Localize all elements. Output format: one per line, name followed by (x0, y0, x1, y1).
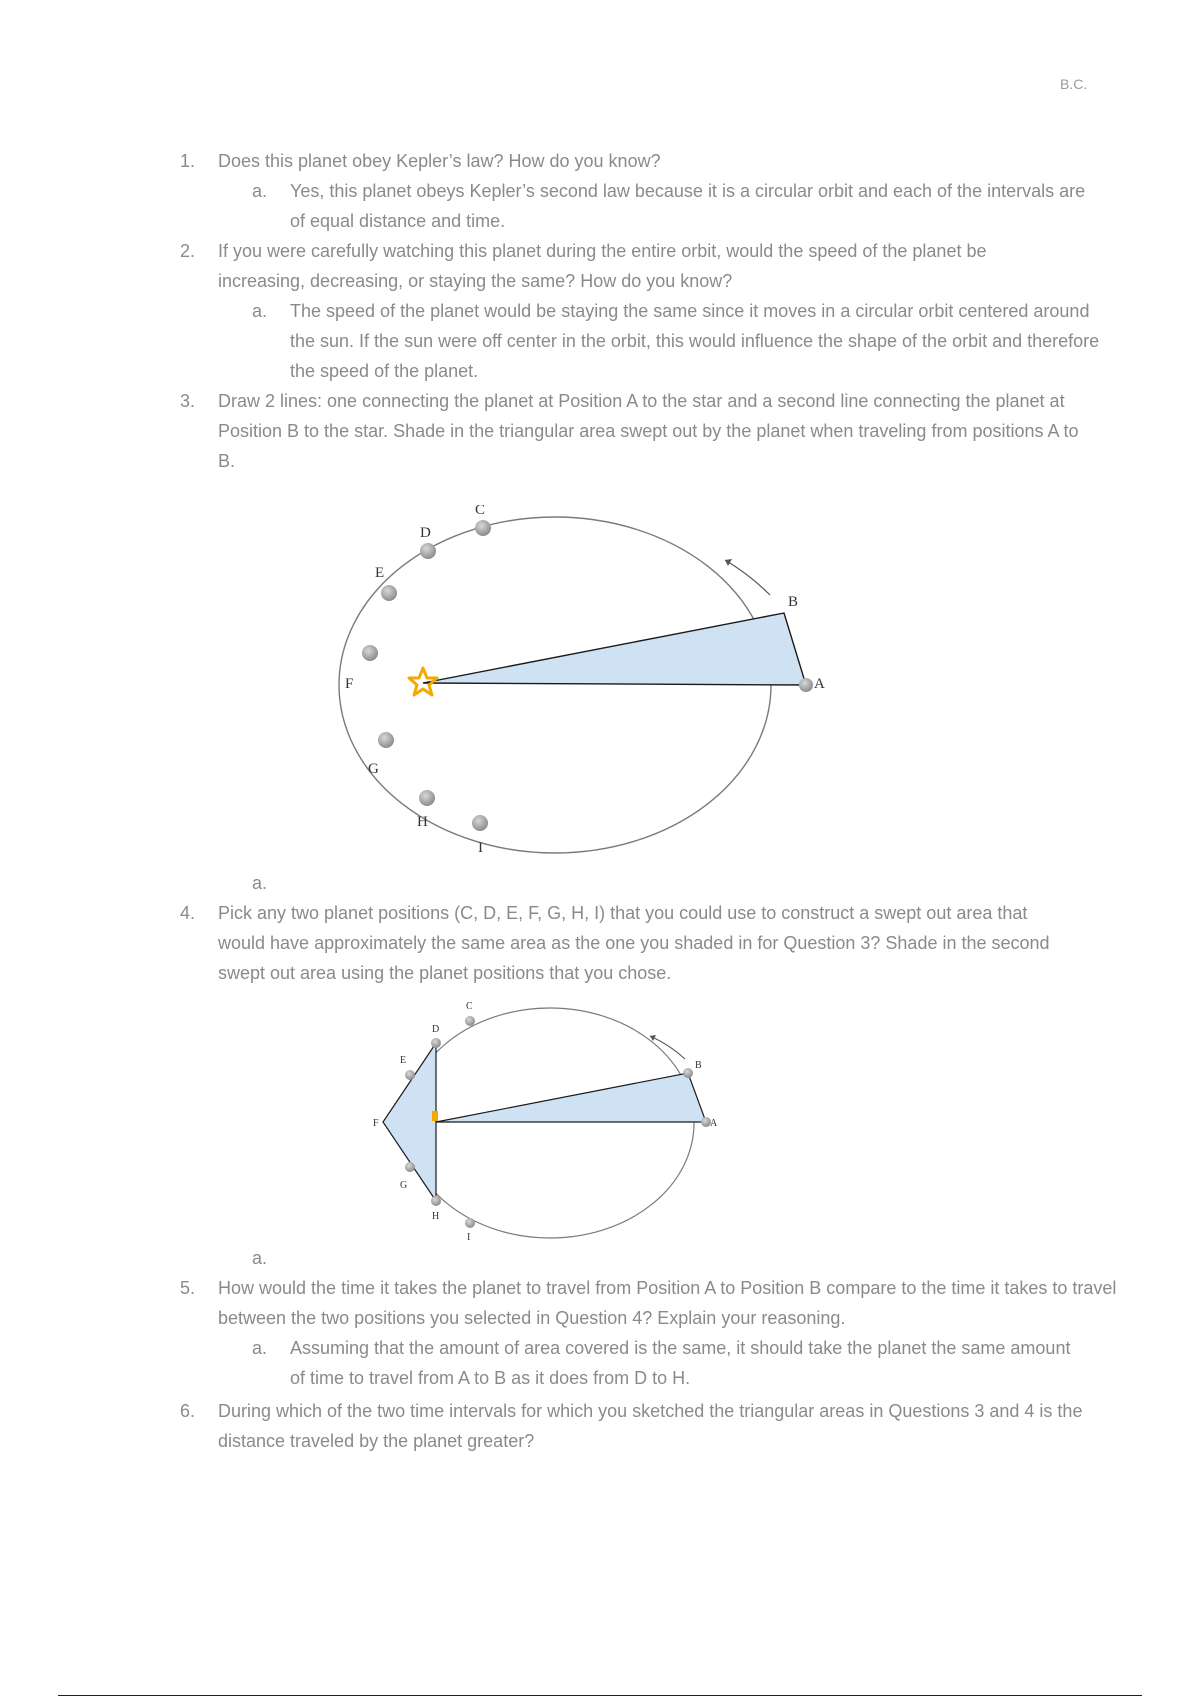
label-f: F (373, 1118, 379, 1129)
label-e: E (400, 1055, 407, 1066)
label-f: F (345, 676, 354, 692)
label-c: C (466, 1001, 473, 1012)
label-b: B (788, 594, 799, 610)
planet-h (431, 1196, 441, 1206)
planet-e (381, 585, 397, 601)
swept-area-a-b (436, 1073, 706, 1122)
footer-rule (58, 1695, 1142, 1696)
planet-d (420, 543, 436, 559)
planet-f (362, 645, 378, 661)
planet-g (378, 732, 394, 748)
label-e: E (375, 565, 385, 581)
answer-text: The speed of the planet would be staying the same since it moves in a circular orbit centered around the sun. If the sun were off center in the orbit, this would influence the shape of the orbit and therefore the speed of the planet. (290, 301, 1100, 381)
label-d: D (420, 525, 431, 541)
label-i: I (467, 1232, 471, 1243)
orbit-diagram-1 (300, 505, 860, 865)
label-h: H (432, 1211, 440, 1222)
question-number: 3. (180, 391, 196, 411)
question-text: Pick any two planet positions (C, D, E, F, G, H, I) that you could use to construct a swept out area that would have approximately the same area as the one you shaded in for Question 3? Shade in the second swept out area using the planet positions that you chose. (218, 903, 1050, 983)
planet-i (465, 1218, 475, 1228)
question-number: 5. (180, 1278, 196, 1298)
label-g: G (368, 761, 379, 777)
question-text: How would the time it takes the planet to travel from Position A to Position B compare to the time it takes to travel between the two positions you selected in Question 4? Explain your reasoning. (218, 1278, 1117, 1328)
label-d: D (432, 1024, 440, 1035)
swept-area-d-h (383, 1043, 436, 1201)
label-h: H (417, 814, 428, 830)
answer-letter: a. (252, 873, 268, 893)
question-text: Draw 2 lines: one connecting the planet at Position A to the star and a second line connecting the planet at Position B to the star. Shade in the triangular area swept out by the planet when traveling from positions A to B. (218, 391, 1079, 471)
question-number: 6. (180, 1401, 196, 1421)
planet-i (472, 815, 488, 831)
answer-letter: a. (252, 1248, 268, 1268)
orbit-diagram-2 (360, 995, 740, 1245)
planet-e (405, 1070, 415, 1080)
question-number: 4. (180, 903, 196, 923)
star-icon (432, 1111, 438, 1121)
question-text: Does this planet obey Kepler’s law? How do you know? (218, 151, 661, 171)
question-text: If you were carefully watching this planet during the entire orbit, would the speed of the planet be increasing, decreasing, or staying the same? How do you know? (218, 241, 987, 291)
question-number: 2. (180, 241, 196, 261)
planet-c (475, 520, 491, 536)
label-i: I (478, 840, 483, 856)
swept-area-a-b (423, 613, 806, 685)
planet-c (465, 1016, 475, 1026)
label-b: B (695, 1060, 702, 1071)
answer-text: Assuming that the amount of area covered is the same, it should take the planet the same amount of time to travel from A to B as it does from D to H. (290, 1338, 1071, 1388)
question-number: 1. (180, 151, 196, 171)
planet-a (799, 678, 813, 692)
answer-text: Yes, this planet obeys Kepler’s second law because it is a circular orbit and each of the intervals are of equal distance and time. (290, 181, 1086, 231)
star-icon (409, 668, 437, 695)
planet-b (683, 1068, 693, 1078)
question-text: During which of the two time intervals for which you sketched the triangular areas in Questions 3 and 4 is the distance traveled by the planet greater? (218, 1401, 1083, 1451)
author-initials: B.C. (1060, 76, 1088, 92)
planet-d (431, 1038, 441, 1048)
answer-letter: a. (252, 301, 268, 321)
arrow-head-icon (725, 559, 732, 566)
direction-arrow (650, 1036, 685, 1059)
answer-letter: a. (252, 181, 268, 201)
label-a: A (710, 1118, 718, 1129)
label-g: G (400, 1180, 408, 1191)
answer-letter: a. (252, 1338, 268, 1358)
label-a: A (814, 676, 825, 692)
label-c: C (475, 505, 486, 518)
direction-arrow (725, 560, 770, 595)
planet-g (405, 1162, 415, 1172)
planet-h (419, 790, 435, 806)
orbit-ellipse (406, 1008, 694, 1238)
